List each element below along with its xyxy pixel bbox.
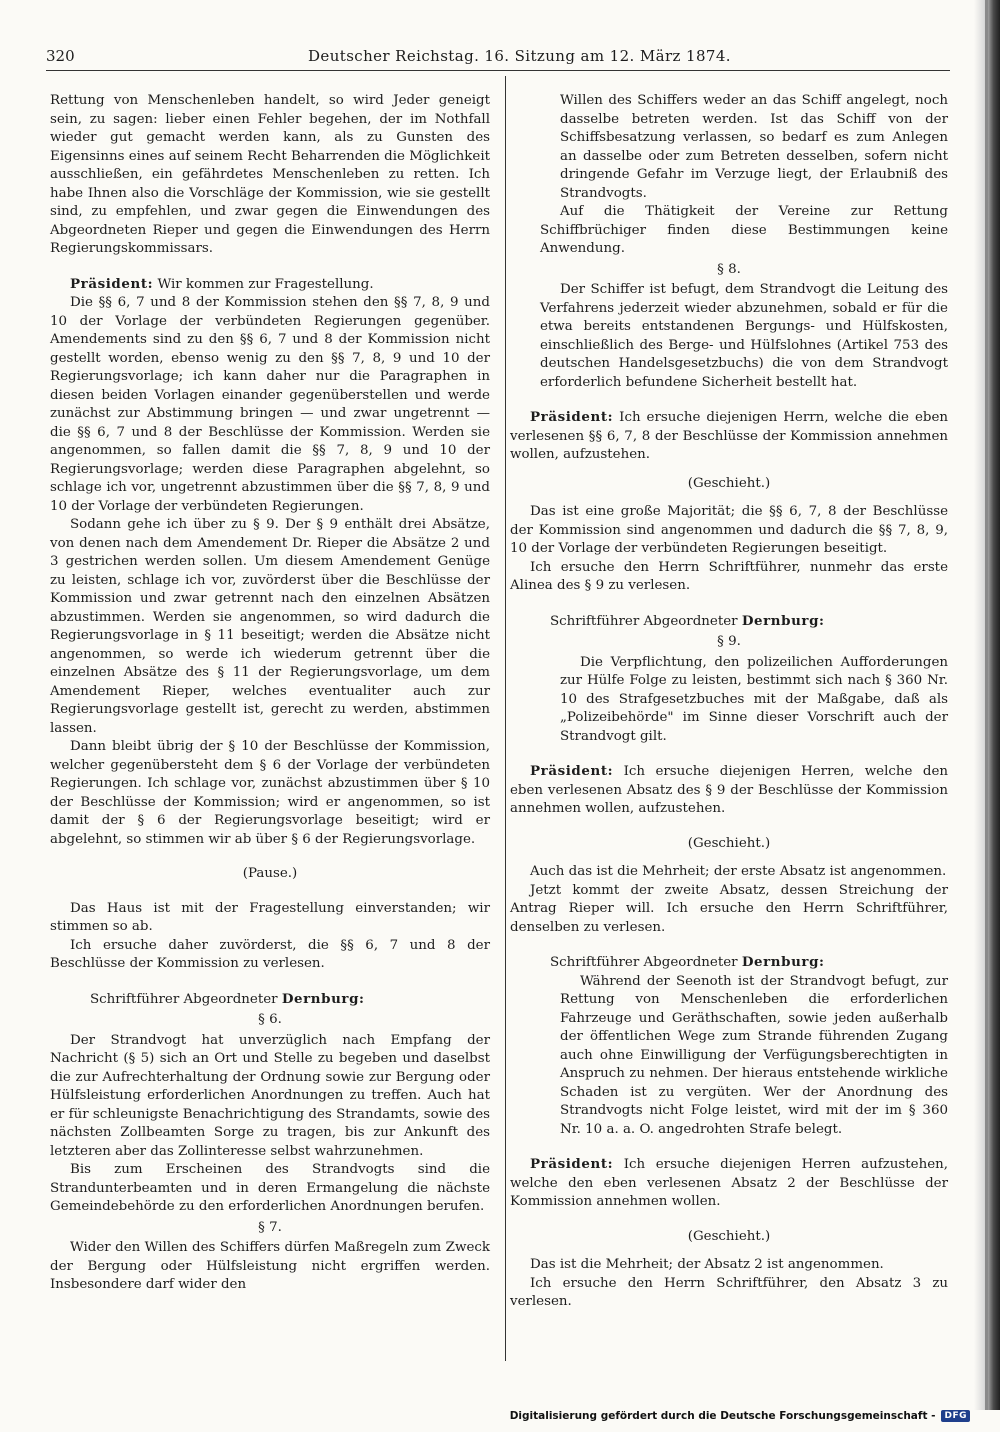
quoted-text: Wider den Willen des Schiffers dürfen Maßregeln zum Zweck der Bergung oder Hülfsleistung nicht ergriffen werden. Insbesondere darf wider den	[50, 1240, 490, 1292]
paragraph: Sodann gehe ich über zu § 9. Der § 9 enthält drei Absätze, von denen nach dem Amendement Dr. Rieper die Absätze 2 und 3 gestrichen werden sollen. Um diesem Amendement Genüge zu leisten, schlage ich vor, zuvörderst über die Beschlüsse der Kommission und zwar getrennt nach den einzelnen Absätzen abzustimmen. Werden sie angenommen, so wird dadurch die Regierungsvorlage in § 11 beseitigt; werden die Absätze nicht angenommen, so werde ich wiederum getrennt über die einzelnen Absätze des § 11 der Regierungsvorlage, um dem Amendement Rieper, welches eventualiter auch zur Regierungsvorlage gestellt ist, gerecht zu werden, abstimmen lassen.	[50, 517, 490, 736]
secretary-role: Schriftführer Abgeordneter	[550, 613, 738, 629]
speaker-label: Präsident:	[70, 275, 154, 292]
section-heading: § 6.	[258, 1012, 282, 1027]
speaker-label: Präsident:	[530, 409, 614, 425]
statement-text: Wir kommen zur Fragestellung.	[157, 276, 374, 292]
stage-note: (Geschieht.)	[687, 835, 771, 851]
paragraph: Ich ersuche daher zuvörderst, die §§ 6, 7 und 8 der Beschlüsse der Kommission zu verlesen.	[50, 937, 490, 971]
president-statement	[510, 1155, 948, 1212]
quoted-text: Auf die Thätigkeit der Vereine zur Rettung Schiffbrüchiger finden diese Bestimmungen keine Anwendung.	[540, 204, 948, 256]
statement-text: Ich ersuche diejenigen Herrn, welche die eben verlesenen §§ 6, 7, 8 der Beschlüsse der Kommission annehmen wollen, aufzustehen.	[510, 410, 949, 462]
secretary-name: Dernburg:	[741, 954, 825, 970]
quoted-text: Der Strandvogt hat unverzüglich nach Empfang der Nachricht (§ 5) sich an Ort und Stelle zu begeben und daselbst die zur Aufrechterhaltung der Ordnung sowie zur Bergung oder Hülfsleistung erforderlichen Anordnungen zu treffen. Auch hat er für schleunigste Benachrichtigung des Strandamts, sowie des nächsten Zollbeamten Sorge zu tragen, bis zur Ankunft des letzteren aber das Zollinteresse selbst wahrzunehmen.	[50, 1032, 490, 1159]
president-statement	[50, 275, 490, 295]
quoted-text: Willen des Schiffers weder an das Schiff angelegt, noch dasselbe betreten werden. Ist das Schiff von der Schiffsbesatzung verlassen, so bedarf es zum Anlegen an dasselbe oder zum Betreten desselben, sofern nicht dringende Gefahr im Verzuge liegt, der Erlaubniß des Strandvogts.	[560, 93, 948, 201]
digitization-credit	[510, 1410, 970, 1422]
page-number: 320	[46, 47, 75, 65]
left-column	[50, 92, 490, 1295]
paragraph: Dann bleibt übrig der § 10 der Beschlüsse der Kommission, welcher gegenübersteht dem § 6 der Vorlage der verbündeten Regierungen. Ich schlage vor, zunächst abzustimmen über § 10 der Beschlüsse der Kommission; wird er angenommen, so ist damit der § 6 der Regierungsvorlage beseitigt; wird er abgelehnt, so stimmen wir ab über § 6 der Regierungsvorlage.	[50, 739, 490, 847]
stage-note: (Geschieht.)	[687, 1228, 771, 1244]
paragraph: Ich ersuche den Herrn Schriftführer, den Absatz 3 zu verlesen.	[510, 1275, 948, 1309]
dfg-logo: DFG	[941, 1410, 970, 1422]
secretary-line	[510, 612, 948, 632]
secretary-role: Schriftführer Abgeordneter	[550, 955, 738, 970]
paragraph: Das ist eine große Majorität; die §§ 6, 7, 8 der Beschlüsse der Kommission sind angenommen und dadurch die §§ 7, 8, 9, 10 der Vorlage der verbündeten Regierungen beseitigt.	[510, 504, 948, 556]
right-column	[510, 92, 948, 1312]
secretary-line	[510, 953, 948, 973]
page-header	[46, 46, 950, 68]
credit-text: Digitalisierung gefördert durch die Deutsche Forschungsgemeinschaft -	[509, 1410, 936, 1422]
stage-note: (Geschieht.)	[687, 475, 771, 491]
scan-edge-line	[985, 0, 988, 1410]
president-statement	[510, 408, 948, 465]
pause-note: (Pause.)	[242, 866, 298, 881]
secretary-name: Dernburg:	[281, 990, 365, 1007]
quoted-text: Der Schiffer ist befugt, dem Strandvogt die Leitung des Verfahrens jederzeit wieder abzunehmen, sobald er für die etwa bereits entstandenen Bergungs- und Hülfskosten, einschließlich des Berge- und Hülfslohnes (Artikel 753 des deutschen Handelsgesetzbuchs) die von dem Strandvogt erforderlich befundene Sicherheit bestellt hat.	[540, 282, 948, 390]
section-heading: § 7.	[258, 1219, 282, 1235]
quoted-text: Die Verpflichtung, den polizeilichen Aufforderungen zur Hülfe Folge zu leisten, bestimmt sich nach § 360 Nr. 10 des Strafgesetzbuches mit der Maßgabe, daß als „Polizeibehörde" im Sinne dieser Vorschrift auch der Strandvogt gilt.	[560, 654, 948, 744]
section-heading: § 9.	[717, 634, 741, 649]
secretary-role: Schriftführer Abgeordneter	[90, 991, 278, 1007]
quoted-text: Während der Seenoth ist der Strandvogt befugt, zur Rettung von Menschenleben die erforderlichen Fahrzeuge und Geräthschaften, sowie jeden außerhalb der öffentlichen Wege zum Strande führenden Zugang auch ohne Einwilligung der Verfügungsberechtigten in Anspruch zu nehmen. Der hieraus entstehende wirkliche Schaden ist zu vergüten. Wer der Anordnung des Strandvogts nicht Folge leistet, wird mit der im § 360 Nr. 10 a. a. O. angedrohten Strafe belegt.	[560, 973, 948, 1137]
president-statement	[510, 762, 948, 819]
paragraph: Auch das ist die Mehrheit; der erste Absatz ist angenommen.	[530, 864, 947, 879]
paragraph: Jetzt kommt der zweite Absatz, dessen Streichung der Antrag Rieper will. Ich ersuche den Herrn Schriftführer, denselben zu verlesen.	[510, 882, 948, 935]
column-divider	[505, 76, 506, 1361]
speaker-label: Präsident:	[530, 763, 614, 779]
section-heading: § 8.	[717, 261, 741, 277]
statement-text: Ich ersuche diejenigen Herren, welche den eben verlesenen Absatz des § 9 der Beschlüsse der Kommission annehmen wollen, aufzustehen.	[510, 764, 948, 816]
statement-text: Ich ersuche diejenigen Herren aufzustehen, welche den eben verlesenen Absatz 2 der Beschlüsse der Kommission annehmen wollen.	[510, 1157, 948, 1209]
paragraph: Die §§ 6, 7 und 8 der Kommission stehen den §§ 7, 8, 9 und 10 der Vorlage der verbündeten Regierungen gegenüber. Amendements sind zu den §§ 6, 7 und 8 der Kommission nicht gestellt worden, ebenso wenig zu den §§ 7, 8, 9 und 10 der Regierungsvorlage; ich kann daher nur die Paragraphen in diesen beiden Vorlagen einander gegenüberstellen und werde zunächst zur Abstimmung bringen — und zwar ungetrennt — die §§ 6, 7 und 8 der Beschlüsse der Kommission. Werden sie angenommen, so fallen damit die §§ 7, 8, 9 und 10 der Regierungsvorlage; werden diese Paragraphen abgelehnt, so schlage ich vor, ungetrennt abzustimmen über die §§ 7, 8, 9 und 10 der Vorlage der verbündeten Regierungen.	[50, 295, 490, 514]
quoted-text: Bis zum Erscheinen des Strandvogts sind die Strandunterbeamten und in deren Ermangelung die nächste Gemeindebehörde zu den erforderlichen Anordnungen berufen.	[50, 1162, 490, 1214]
paragraph: Das ist die Mehrheit; der Absatz 2 ist angenommen.	[530, 1257, 884, 1272]
secretary-name: Dernburg:	[741, 612, 825, 629]
paragraph: Ich ersuche den Herrn Schriftführer, nunmehr das erste Alinea des § 9 zu verlesen.	[510, 559, 948, 593]
secretary-line	[50, 990, 490, 1010]
header-rule	[46, 70, 950, 71]
speaker-label: Präsident:	[530, 1156, 614, 1172]
running-title: Deutscher Reichstag. 16. Sitzung am 12. März 1874.	[308, 47, 731, 65]
paragraph: Rettung von Menschenleben handelt, so wird Jeder geneigt sein, zu sagen: lieber einen Fehler begehen, der im Nothfall wieder gut gemacht werden kann, als zu Gunsten des Eigensinns eines auf seinem Recht Beharrenden die Möglichkeit ausschließen, ein gefährdetes Menschenleben zu retten. Ich habe Ihnen also die Vorschläge der Kommission, wie sie gestellt sind, zu empfehlen, und zwar gegen die Einwendungen des Abgeordneten Rieper und gegen die Einwendungen des Herrn Regierungskommissars.	[50, 93, 490, 256]
paragraph: Das Haus ist mit der Fragestellung einverstanden; wir stimmen so ab.	[50, 900, 490, 934]
